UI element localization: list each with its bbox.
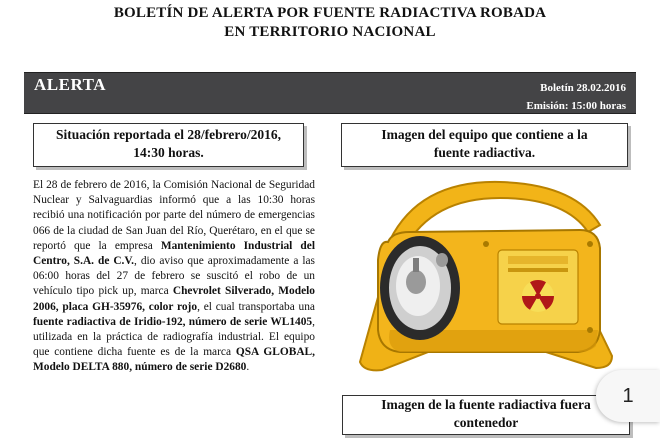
equipment-caption-line-1: Imagen del equipo que contiene a la [381,127,588,142]
alert-label: ALERTA [34,75,106,94]
page-number-indicator[interactable]: 1 [596,370,660,422]
situation-heading-box [33,123,304,167]
bulletin-date: Boletín 28.02.2016 [540,82,626,94]
situation-heading-line-2: 14:30 horas. [133,145,204,160]
bulletin-info [526,79,626,115]
source-caption-line-2: contenedor [453,415,519,430]
equipment-image [350,170,620,390]
title-line-1: BOLETÍN DE ALERTA POR FUENTE RADIACTIVA ROBADA [113,5,547,21]
text-segment: , dio aviso que aproximadamente a las 06:00 horas del 27 de febrero se suscitó el robo de un vehículo tipo pick up, marca [33,255,315,298]
incident-paragraph [33,178,315,376]
emission-time: Emisión: 15:00 horas [526,100,626,112]
text-segment: , el cual transportaba una [197,300,315,313]
company-name: Mantenimiento Industrial del Centro, S.A. de C.V. [33,239,315,268]
source-description: fuente radiactiva de Iridio-192, número de serie WL1405 [33,315,313,328]
vehicle-description: Chevrolet Silverado, Modelo 2006, placa GH-35976, color rojo [33,285,315,313]
situation-heading-line-1: Situación reportada el 28/febrero/2016, [56,127,281,142]
source-caption-line-1: Imagen de la fuente radiactiva fuera [381,397,591,412]
text-segment: El 28 de febrero de 2016, la Comisión Nacional de Seguridad Nuclear y Salvaguardias informó que a las 10:30 horas recibió una notificación por parte del número de emergencias 066 de la ciudad de San Juan del Río, Querétaro, en el que se reportó que la empresa [33,179,315,252]
alert-bar [24,72,636,114]
incident-description [33,178,315,376]
title-line-2: EN TERRITORIO NACIONAL [224,24,436,40]
source-image-caption-box [342,395,630,435]
equipment-caption-line-2: fuente radiactiva. [433,145,536,160]
equipment-image-caption-box [341,123,628,167]
text-segment: . [246,361,250,374]
equipment-model: QSA GLOBAL, Modelo DELTA 880, número de serie D2680 [33,346,316,374]
text-segment: , utilizada en la práctica de radiografía industrial. El equipo que contiene dicha fuente es de la marca [33,315,315,359]
document-title [0,4,660,42]
radiation-trefoil-icon [522,280,554,312]
